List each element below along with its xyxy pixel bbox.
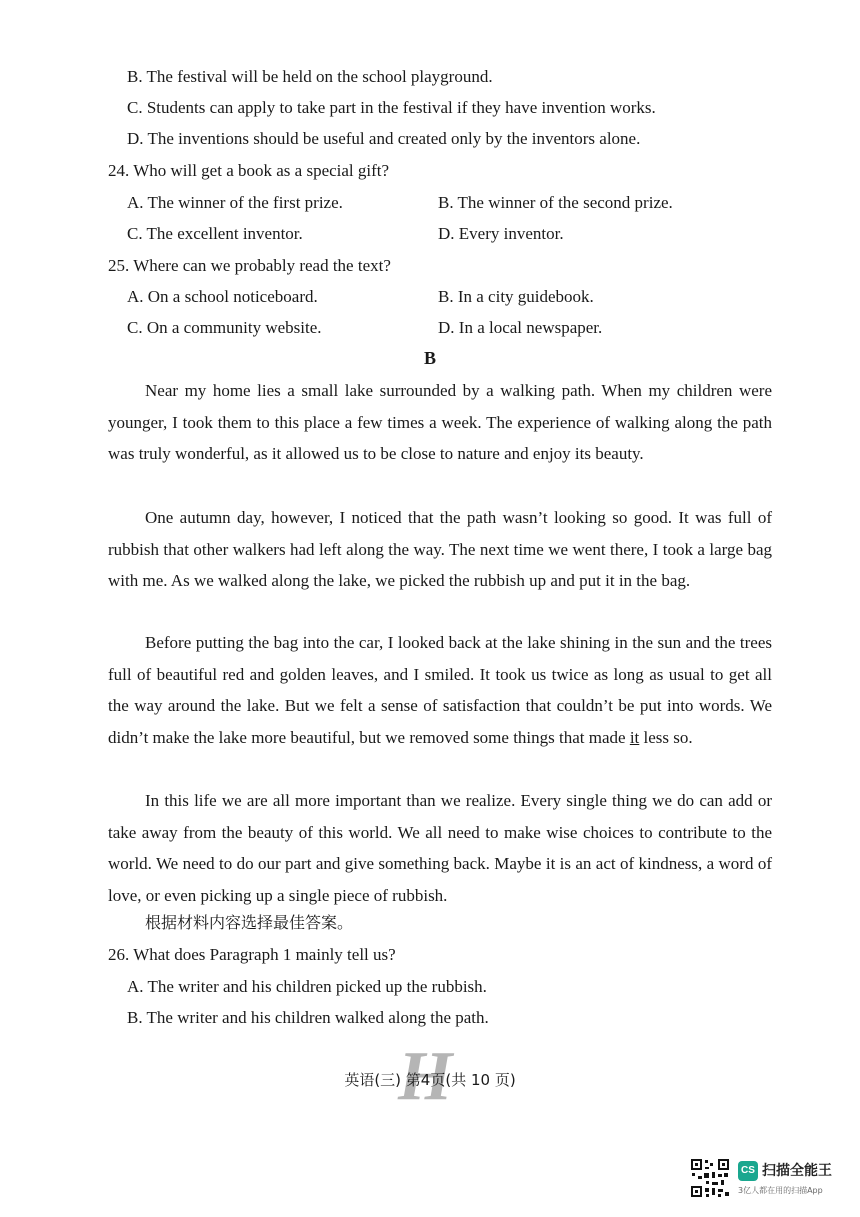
q24-option-b: B. The winner of the second prize. [438, 193, 673, 212]
q25-option-c: C. On a community website. [127, 318, 322, 337]
q26-option-b: B. The writer and his children walked along the path. [127, 1008, 489, 1027]
scanner-badge [690, 1158, 840, 1202]
q26-stem: 26. What does Paragraph 1 mainly tell us? [108, 945, 396, 964]
q24-stem: 24. Who will get a book as a special gift? [108, 161, 390, 180]
paragraph-3-text: Before putting the bag into the car, I looked back at the lake shining in the sun and the trees full of beautiful red and golden leaves, and I smiled. It took us twice as long as usual to get all the way around the lake. But we felt a sense of satisfaction that couldn’t be put into words. We didn’t make the lake more beautiful, but we removed some things that made [108, 633, 772, 747]
instruction: 根据材料内容选择最佳答案。 [145, 913, 354, 932]
q24-option-c: C. The excellent inventor. [127, 224, 303, 243]
watermark-h: H [398, 1038, 447, 1115]
q26-option-a: A. The writer and his children picked up the rubbish. [127, 977, 487, 996]
section-label: B [423, 348, 436, 368]
camscanner-tagline: 3亿人都在用的扫描App [738, 1186, 823, 1195]
q23-option-c: C. Students can apply to take part in the festival if they have invention works. [127, 98, 656, 117]
q24-option-a: A. The winner of the first prize. [127, 193, 343, 212]
q24-option-d: D. Every inventor. [438, 224, 564, 243]
page-footer: 英语(三) 第4页(共 10 页) [344, 1071, 516, 1089]
passage-paragraph-1: Near my home lies a small lake surrounded by a walking path. When my children were younger, I took them to this place a few times a week. The experience of walking along the path was truly wonderful, as it allowed us to be close to nature and enjoy its beauty. [108, 381, 772, 463]
qr-code-icon [690, 1158, 730, 1198]
q25-option-b: B. In a city guidebook. [438, 287, 594, 306]
q25-stem: 25. Where can we probably read the text? [108, 256, 391, 275]
passage-paragraph-2: One autumn day, however, I noticed that the path wasn’t looking so good. It was full of rubbish that other walkers had left along the way. The next time we went there, I took a large bag with me. As we walked along the lake, we picked the rubbish up and put it in the bag. [108, 508, 772, 590]
q25-option-d: D. In a local newspaper. [438, 318, 603, 337]
underlined-word: it [629, 727, 640, 747]
q25-option-a: A. On a school noticeboard. [127, 287, 318, 306]
passage-paragraph-4: In this life we are all more important than we realize. Every single thing we do can add or take away from the beauty of this world. We all need to make wise choices to contribute to the world. We need to do our part and give something back. Maybe it is an act of kindness, a word of love, or even picking up a single piece of rubbish. [108, 791, 772, 905]
q23-option-d: D. The inventions should be useful and created only by the inventors alone. [127, 129, 641, 148]
passage-paragraph-3 [108, 627, 772, 753]
q23-option-b: B. The festival will be held on the school playground. [127, 67, 493, 86]
camscanner-logo: CS [738, 1161, 758, 1181]
camscanner-name: 扫描全能王 [762, 1163, 832, 1179]
paragraph-3-end: less so. [639, 727, 693, 747]
